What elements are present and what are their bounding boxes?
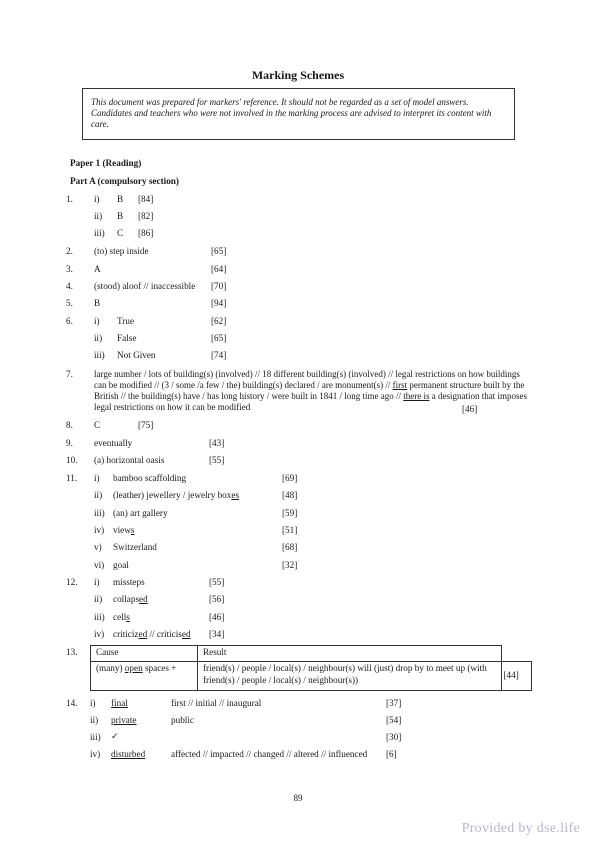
underlined-word: final xyxy=(111,698,128,708)
mark: [65] xyxy=(211,333,227,343)
answer-text: criticiz xyxy=(113,629,139,639)
mark: [86] xyxy=(138,228,154,238)
mark: [54] xyxy=(386,715,402,725)
question-number: 11. xyxy=(66,473,78,483)
sub-label: ii) xyxy=(94,211,103,221)
answer-text: missteps xyxy=(113,577,145,587)
answer: C xyxy=(94,420,101,430)
answer: B xyxy=(117,194,124,204)
mark: [65] xyxy=(211,246,227,256)
result-header: Result xyxy=(198,646,502,662)
answer-text: // criticis xyxy=(147,629,182,639)
mark: [44] xyxy=(501,662,532,691)
underlined-suffix: s xyxy=(130,525,135,535)
answer: (an) art gallery xyxy=(113,508,168,518)
underlined-suffix: ed xyxy=(181,629,191,639)
sub-label: iv) xyxy=(94,629,105,639)
mark: [37] xyxy=(386,698,402,708)
cause-header: Cause xyxy=(91,646,198,662)
mark: [55] xyxy=(209,577,225,587)
answer: bamboo scaffolding xyxy=(113,473,187,483)
sub-label: ii) xyxy=(94,333,103,343)
mark: [59] xyxy=(282,508,298,518)
mark: [82] xyxy=(138,211,154,221)
mark: [84] xyxy=(138,194,154,204)
mark: [74] xyxy=(211,350,227,360)
answer: Not Given xyxy=(117,350,156,360)
mark: [32] xyxy=(282,560,298,570)
mark: [70] xyxy=(211,281,227,291)
answer: first // initial // inaugural xyxy=(171,698,262,708)
mark: [56] xyxy=(209,594,225,604)
question-number: 13. xyxy=(66,647,78,657)
underlined-word: first xyxy=(392,379,408,390)
cause-result-table xyxy=(90,645,532,691)
answer: Switzerland xyxy=(113,542,157,552)
sub-label: ii) xyxy=(94,490,103,500)
question-number: 14. xyxy=(66,698,78,708)
answer: A xyxy=(94,264,101,274)
underlined-suffix: ed xyxy=(138,629,148,639)
question-number: 12. xyxy=(66,577,78,587)
question-number: 8. xyxy=(66,420,73,430)
question-number: 9. xyxy=(66,438,73,448)
answer-text: large number / lots of building(s) (involved) // 18 different building(s) (involved) // legal restrictions on how buildings can be modified // (3 / some /a few / the) building(s) declared / are monument(s) // xyxy=(94,369,520,390)
sub-label: iii) xyxy=(90,732,101,742)
answer xyxy=(113,629,191,641)
check-icon: ✓ xyxy=(111,731,119,741)
answer-text: permanent structure built by the British // the building(s) have / has long history / were built in 1841 / long time ago // xyxy=(94,379,525,401)
sub-label: i) xyxy=(94,194,100,204)
answer-text: collaps xyxy=(113,594,140,604)
answer-text: cell xyxy=(113,612,127,622)
cause-cell xyxy=(91,662,198,691)
question-number: 6. xyxy=(66,316,73,326)
answer-text: a designation that imposes legal restrictions on how it can be modified xyxy=(94,390,527,412)
mark: [46] xyxy=(462,404,478,414)
underlined-suffix: es xyxy=(231,490,240,500)
mark: [62] xyxy=(211,316,227,326)
underlined-word: open xyxy=(124,663,143,674)
mark: [46] xyxy=(209,612,225,622)
answer-text: (leather) jewellery / jewelry box xyxy=(113,490,232,500)
answer: public xyxy=(171,715,194,725)
sub-label: iv) xyxy=(90,749,101,759)
sub-label: i) xyxy=(94,577,100,587)
result-cell: friend(s) / people / local(s) / neighbour(s) will (just) drop by to meet up (with friend(s) / people / local(s) / neighbour(s)) xyxy=(198,662,502,691)
answer: (a) horizontal oasis xyxy=(94,455,165,465)
answer: C xyxy=(117,228,124,238)
mark: [51] xyxy=(282,525,298,535)
answer: B xyxy=(117,211,124,221)
underlined-word: disturbed xyxy=(111,749,146,759)
question-number: 5. xyxy=(66,298,73,308)
sub-label: iii) xyxy=(94,228,105,238)
answer xyxy=(113,594,148,606)
sub-label: i) xyxy=(90,698,96,708)
mark: [64] xyxy=(211,264,227,274)
mark: [6] xyxy=(386,749,397,759)
mark: [68] xyxy=(282,542,298,552)
page-title: Marking Schemes xyxy=(251,68,345,82)
question-number: 1. xyxy=(66,194,73,204)
answer xyxy=(113,525,134,537)
sub-label: iv) xyxy=(94,525,105,535)
underlined-suffix: s xyxy=(126,612,130,622)
answer: B xyxy=(94,298,101,308)
mark: [69] xyxy=(282,473,298,483)
answer: eventually xyxy=(94,438,133,448)
mark: [30] xyxy=(386,732,402,742)
underlined-suffix: ed xyxy=(139,594,148,604)
sub-label: iii) xyxy=(94,350,105,360)
paper-heading: Paper 1 (Reading) xyxy=(70,158,142,168)
answer: False xyxy=(117,333,137,343)
sub-label: iii) xyxy=(94,508,105,518)
question-number: 10. xyxy=(66,455,78,465)
question-number: 4. xyxy=(66,281,73,291)
underlined-word: private xyxy=(111,715,137,725)
cause-text: spaces + xyxy=(142,663,177,674)
answer: affected // impacted // changed // altered // influenced xyxy=(171,749,368,759)
mark: [75] xyxy=(138,420,154,430)
mark: [94] xyxy=(211,298,227,308)
answer: (stood) aloof // inaccessible xyxy=(94,281,196,291)
sub-label: v) xyxy=(94,542,102,552)
cause-text: (many) xyxy=(96,663,125,674)
mark: [34] xyxy=(209,629,225,639)
answer xyxy=(113,577,145,589)
underlined-word: there is xyxy=(403,390,430,401)
answer: True xyxy=(117,316,135,326)
mark: [55] xyxy=(209,455,225,465)
watermark: Provided by dse.life xyxy=(461,821,580,836)
sub-label: ii) xyxy=(90,715,99,725)
answer: (to) step inside xyxy=(94,246,149,256)
part-heading: Part A (compulsory section) xyxy=(70,176,179,186)
answer xyxy=(113,490,239,502)
question-number: 7. xyxy=(66,369,73,379)
answer: goal xyxy=(113,560,129,570)
answer xyxy=(113,612,130,624)
answer-text: view xyxy=(113,525,131,535)
sub-label: vi) xyxy=(94,560,105,570)
mark: [43] xyxy=(209,438,225,448)
sub-label: i) xyxy=(94,473,100,483)
disclaimer-notice: This document was prepared for markers' reference. It should not be regarded as a set of model answers. Candidates and teachers who were not involved in the marking process are advised to interpret its content with care. xyxy=(82,88,515,140)
page-number: 89 xyxy=(293,793,303,803)
sub-label: ii) xyxy=(94,594,103,604)
question-number: 3. xyxy=(66,264,73,274)
sub-label: i) xyxy=(94,316,100,326)
mark: [48] xyxy=(282,490,298,500)
question-number: 2. xyxy=(66,246,73,256)
sub-label: iii) xyxy=(94,612,105,622)
